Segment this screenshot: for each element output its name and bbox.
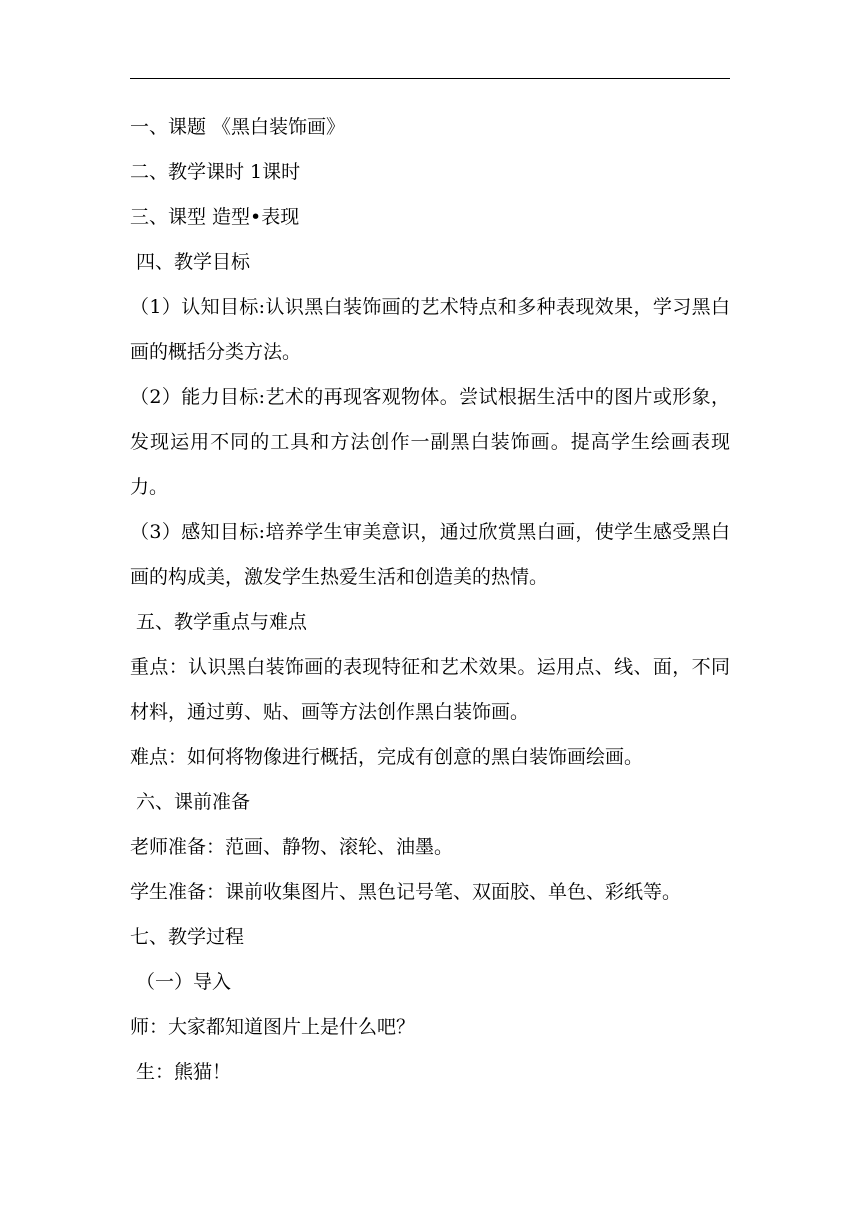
heading-key-points: 五、教学重点与难点 [136,611,308,633]
paragraph-topic: 一、课题 《黑白装饰画》 [130,116,346,138]
paragraph-objective-cognitive: （1）认知目标:认识黑白装饰画的艺术特点和多种表现效果，学习黑白画的概括分类方法。 [130,296,730,363]
header-rule [130,78,730,79]
document-body [130,113,730,1103]
heading-introduction: （一）导入 [136,971,232,993]
heading-preparation: 六、课前准备 [136,791,251,813]
paragraph-difficult-point: 难点：如何将物像进行概括，完成有创意的黑白装饰画绘画。 [130,746,644,768]
paragraph-lesson-type: 三、课型 造型•表现 [130,206,300,228]
heading-teaching-objectives: 四、教学目标 [136,251,251,273]
heading-teaching-process: 七、教学过程 [130,926,245,948]
paragraph-teacher-question: 师：大家都知道图片上是什么吧？ [130,1016,416,1038]
paragraph-class-hours: 二、教学课时 1课时 [130,161,301,183]
paragraph-objective-perception: （3）感知目标:培养学生审美意识，通过欣赏黑白画，使学生感受黑白画的构成美，激发学生热爱生活和创造美的热情。 [130,521,730,588]
paragraph-teacher-preparation: 老师准备：范画、静物、滚轮、油墨。 [130,836,454,858]
paragraph-student-preparation: 学生准备：课前收集图片、黑色记号笔、双面胶、单色、彩纸等。 [130,881,682,903]
paragraph-objective-ability: （2）能力目标:艺术的再现客观物体。尝试根据生活中的图片或形象，发现运用不同的工具和方法创作一副黑白装饰画。提高学生绘画表现力。 [130,386,730,498]
paragraph-key-point: 重点：认识黑白装饰画的表现特征和艺术效果。运用点、线、面，不同材料，通过剪、贴、画等方法创作黑白装饰画。 [130,656,730,723]
paragraph-student-answer: 生：熊猫！ [136,1061,232,1083]
